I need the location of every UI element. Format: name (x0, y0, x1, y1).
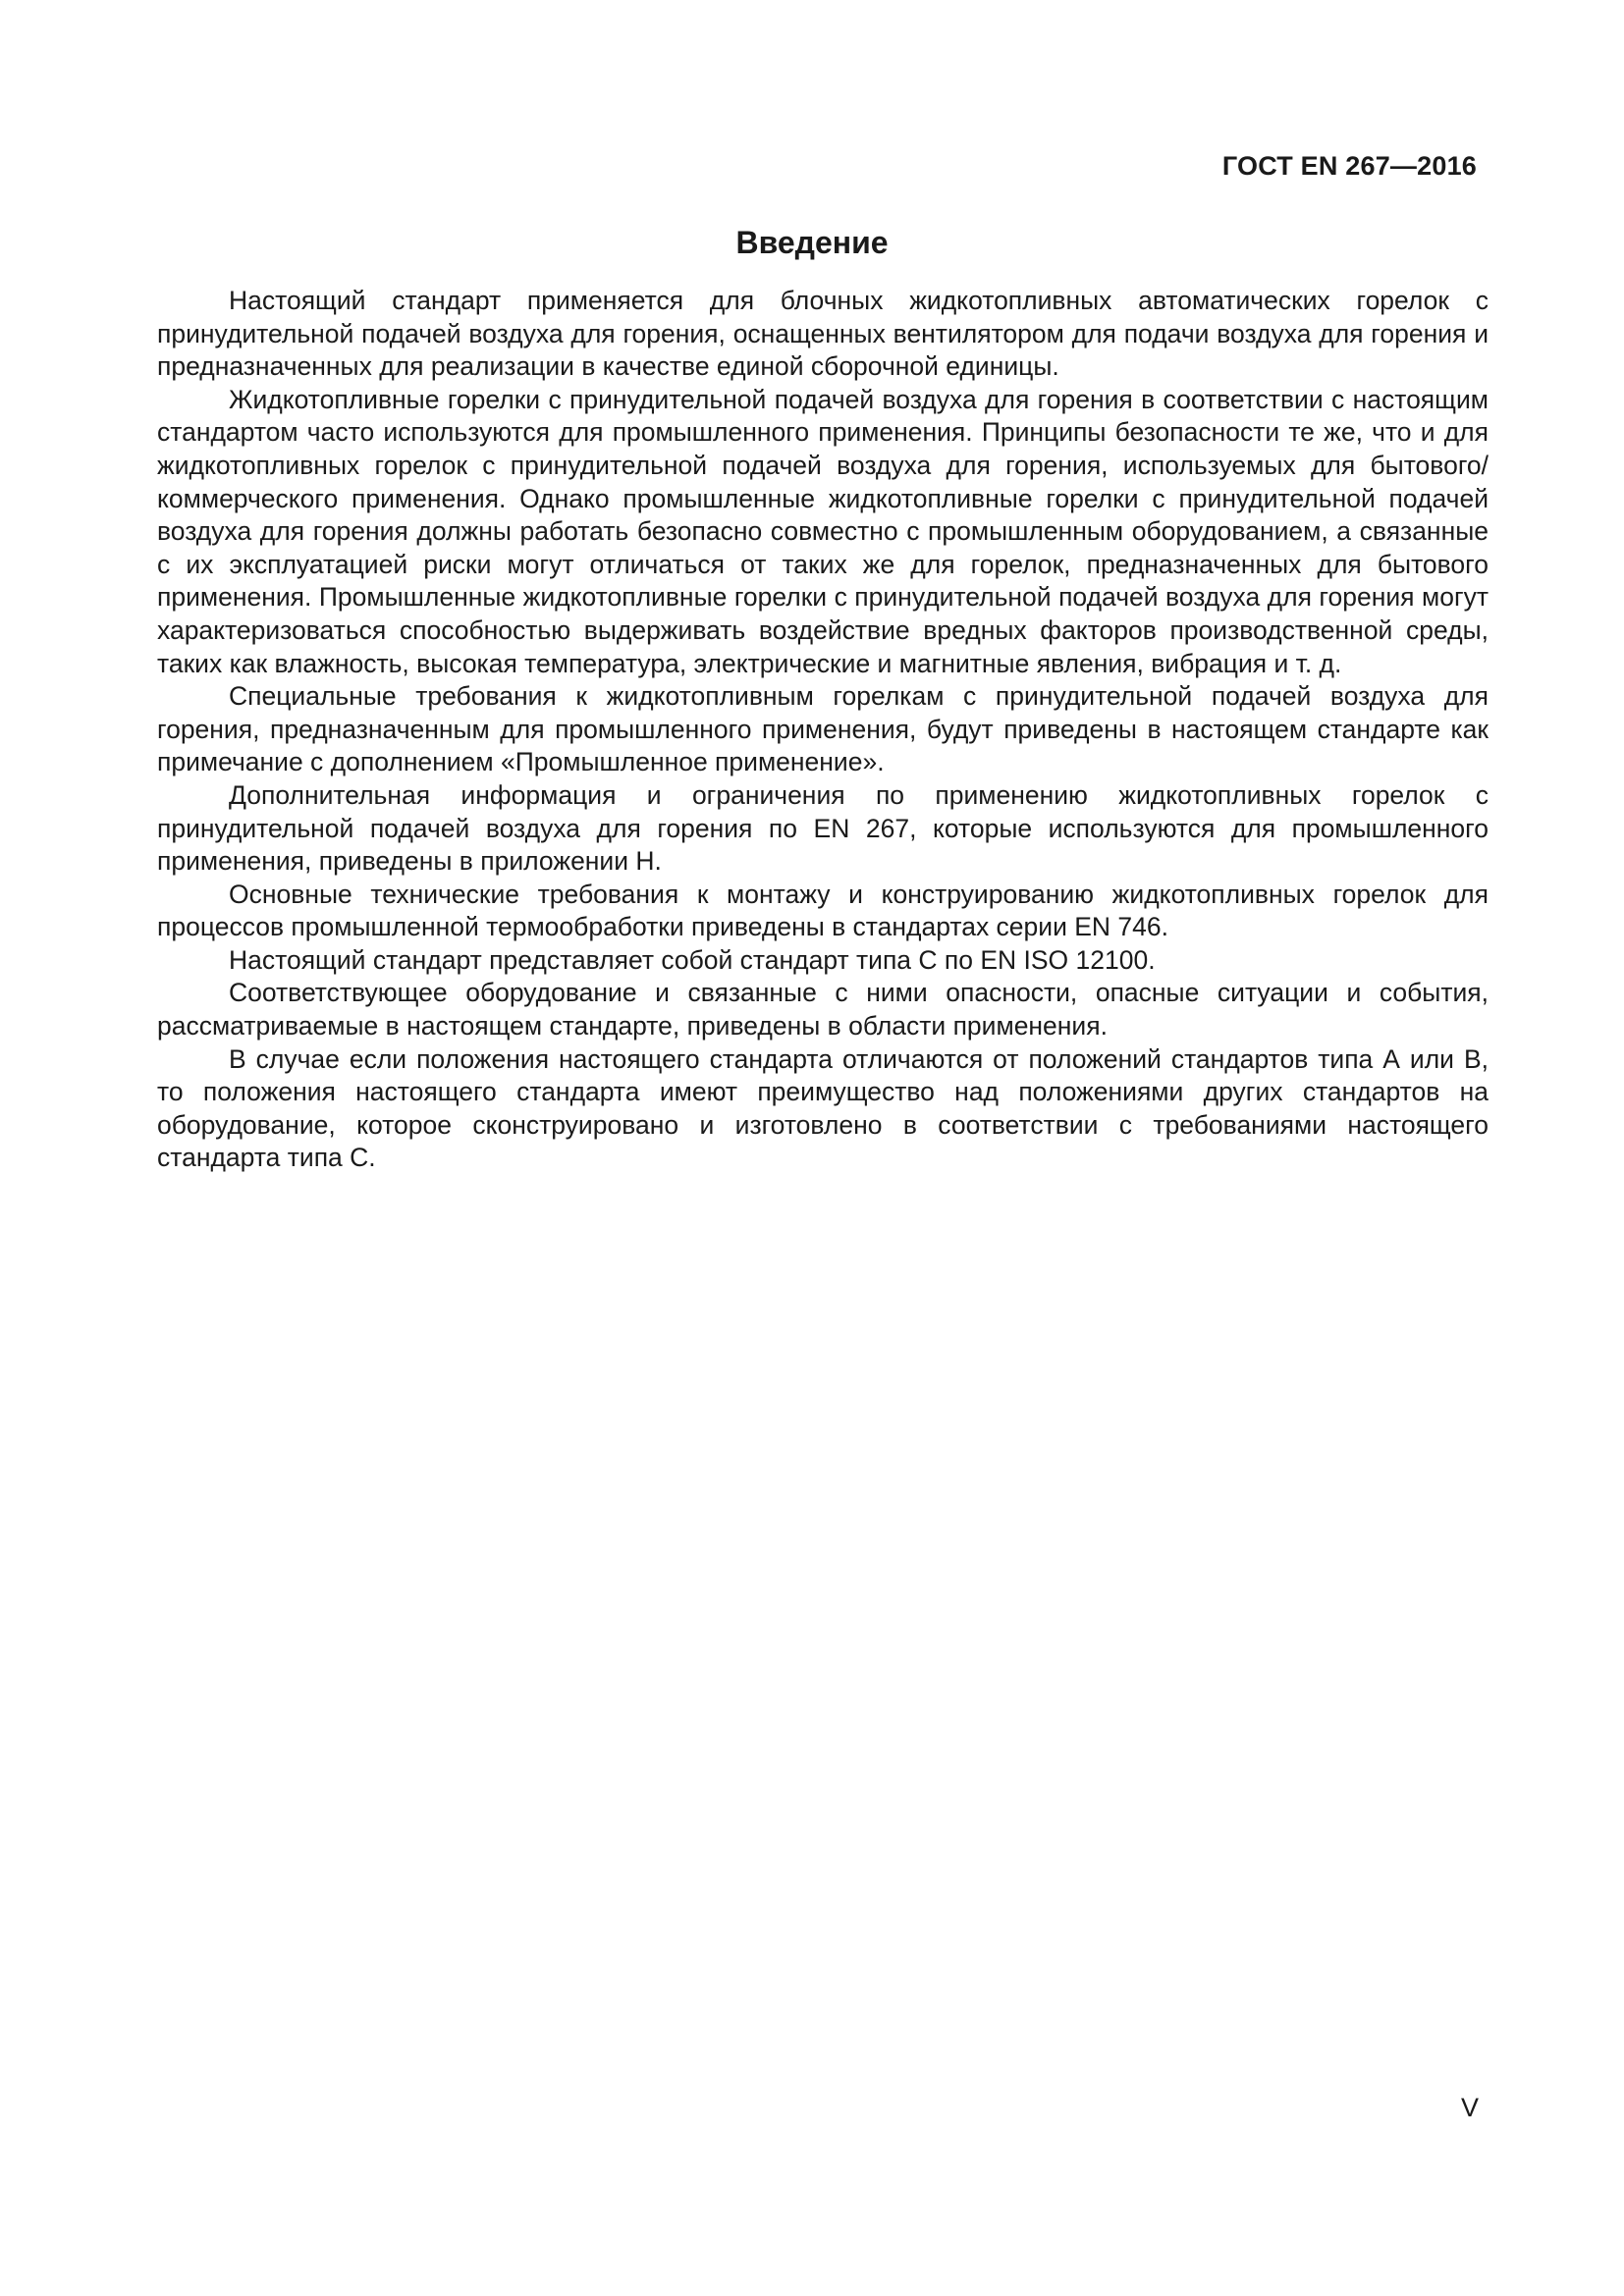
paragraph: Дополнительная информация и ограничения по применению жидкотопливных горелок с принудительной подачей воздуха для горения по EN 267, которые используются для промышленного применения, приведены в приложении Н. (157, 779, 1489, 877)
paragraph: Основные технические требования к монтажу и конструированию жидкотопливных горелок для процессов промышленной термообработки приведены в стандартах серии EN 746. (157, 879, 1489, 942)
paragraph: Соответствующее оборудование и связанные с ними опасности, опасные ситуации и события, рассматриваемые в настоящем стандарте, приведены в области применения. (157, 978, 1489, 1041)
paragraph: Настоящий стандарт представляет собой стандарт типа С по EN ISO 12100. (229, 944, 1156, 975)
section-title: Введение (735, 225, 889, 260)
body-text (157, 285, 1489, 1175)
paragraph: Специальные требования к жидкотопливным горелкам с принудительной подачей воздуха для горения, предназначенным для промышленного применения, будут приведены в настоящем стандарте как примечание с дополнением «Промышленное применение». (157, 681, 1489, 777)
document-code: ГОСТ EN 267—2016 (1221, 151, 1477, 181)
page-number: V (1460, 2093, 1479, 2122)
paragraph: В случае если положения настоящего стандарта отличаются от положений стандартов типа А или В, то положения настоящего стандарта имеют преимущество над положениями других стандартов на оборудование, которое сконструировано и изготовлено в соответствии с требованиями настоящего стандарта типа С. (157, 1043, 1489, 1173)
paragraph: Жидкотопливные горелки с принудительной подачей воздуха для горения в соответствии с настоящим стандартом часто используются для промышленного применения. Принципы безопасности те же, что и для жидкотопливных горелок с принудительной подачей воздуха для горения, используемых для бытового/коммерческого применения. Однако промышленные жидкотопливные горелки с принудительной подачей воздуха для горения должны работать безопасно совместно с промышленным оборудованием, а связанные с их эксплуатацией риски могут отличаться от таких же для горелок, предназначенных для бытового применения. Промышленные жидкотопливные горелки с принудительной подачей воздуха для горения могут характеризоваться способностью выдерживать воздействие вредных факторов производственной среды, таких как влажность, высокая температура, электрические и магнитные явления, вибрация и т. д. (157, 384, 1489, 678)
paragraph: Настоящий стандарт применяется для блочных жидкотопливных автоматических горелок с принудительной подачей воздуха для горения, оснащенных вентилятором для подачи воздуха для горения и предназначенных для реализации в качестве единой сборочной единицы. (157, 286, 1489, 382)
